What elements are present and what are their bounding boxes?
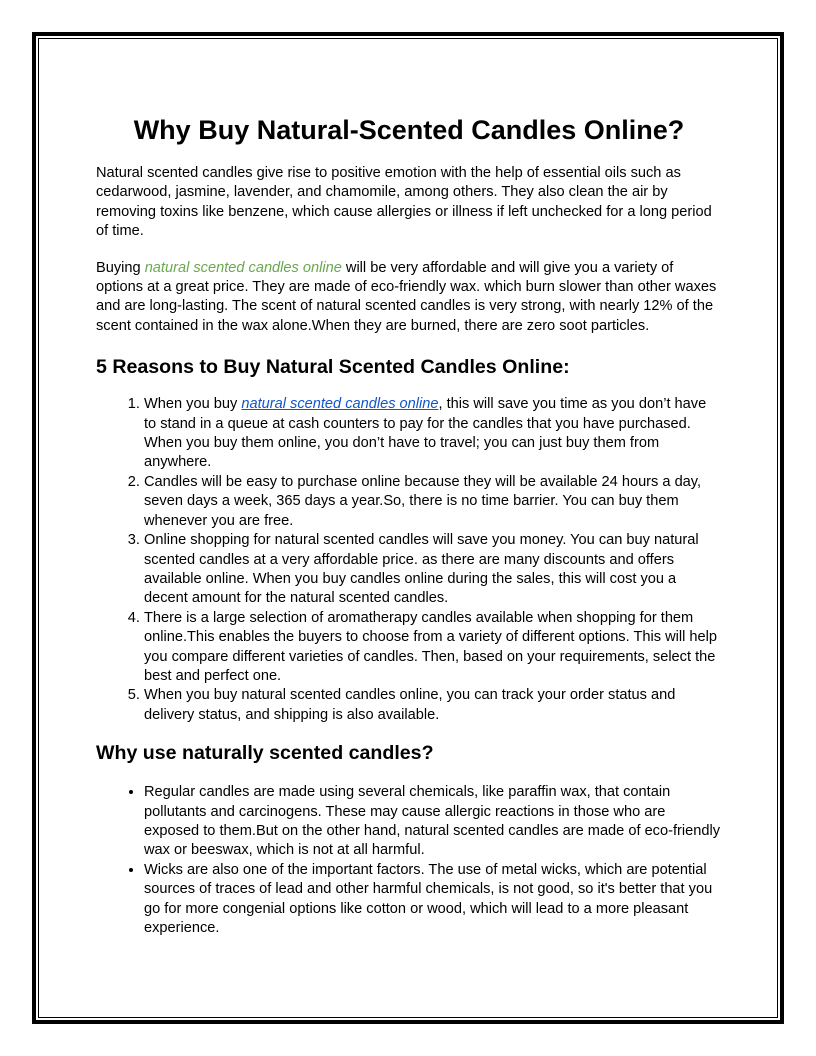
reason-item-4: 4. There is a large selection of aromatherapy candles available when shopping for them online.This enables the buyers to choose from a variety of different options. This will help you compare different varieties of candles. Then, based on your requirements, select the best and perfect one. — [144, 609, 722, 687]
buying-paragraph — [96, 259, 722, 337]
reason-1-prefix: When you buy — [144, 396, 242, 413]
reasons-list — [96, 395, 722, 725]
reasons-heading: 5 Reasons to Buy Natural Scented Candles Online: — [96, 356, 570, 379]
why-heading: Why use naturally scented candles? — [96, 742, 434, 765]
reason-1-suffix: , this will save you time as you don’t have to stand in a queue at cash counters to pay for the candles that you have purchased. When you buy them online, you don’t have to travel; you can just buy them from anywhere. — [144, 396, 707, 471]
natural-candles-link-green[interactable]: natural scented candles online — [144, 259, 342, 276]
document-body — [96, 112, 722, 938]
natural-candles-link-blue[interactable]: natural scented candles online — [241, 396, 439, 413]
page-title: Why Buy Natural-Scented Candles Online? — [133, 115, 685, 145]
why-list — [96, 783, 722, 938]
reason-item-5: 5. When you buy natural scented candles online, you can track your order status and delivery status, and shipping is also available. — [144, 686, 722, 725]
reason-item-2: 2. Candles will be easy to purchase online because they will be available 24 hours a day, seven days a week, 365 days a year.So, there is no time barrier. You can buy them whenever you are free. — [144, 473, 722, 531]
why-bullet-1: • Regular candles are made using several chemicals, like paraffin wax, that contain pollutants and carcinogens. These may cause allergic reactions in those who are exposed to them.But on the other hand, natural scented candles are made of eco-friendly wax or beeswax, which is not at all harmful. — [144, 783, 722, 861]
reason-item-1 — [144, 395, 722, 473]
why-bullet-2: • Wicks are also one of the important factors. The use of metal wicks, which are potential sources of traces of lead and other harmful chemicals, is not good, so it's better that you go for more congenial options like cotton or wood, which will lead to a more pleasant experience. — [144, 861, 722, 939]
reason-item-3: 3. Online shopping for natural scented candles will save you money. You can buy natural scented candles at a very affordable price. as there are many discounts and offers available online. When you buy candles online during the sales, this will cost you a decent amount for the natural scented candles. — [144, 531, 722, 609]
intro-paragraph: Natural scented candles give rise to positive emotion with the help of essential oils such as cedarwood, jasmine, lavender, and chamomile, among others. They also clean the air by removing toxins like benzene, which cause allergies or illness if left unchecked for a long period of time. — [96, 165, 712, 240]
buying-suffix: will be very affordable and will give you a variety of options at a great price. They are made of eco-friendly wax. which burn slower than other waxes and are long-lasting. The scent of natural scented candles is very strong, with nearly 12% of the scent contained in the wax alone.When they are burned, there are zero soot particles. — [96, 259, 717, 334]
buying-prefix: Buying — [96, 259, 145, 276]
